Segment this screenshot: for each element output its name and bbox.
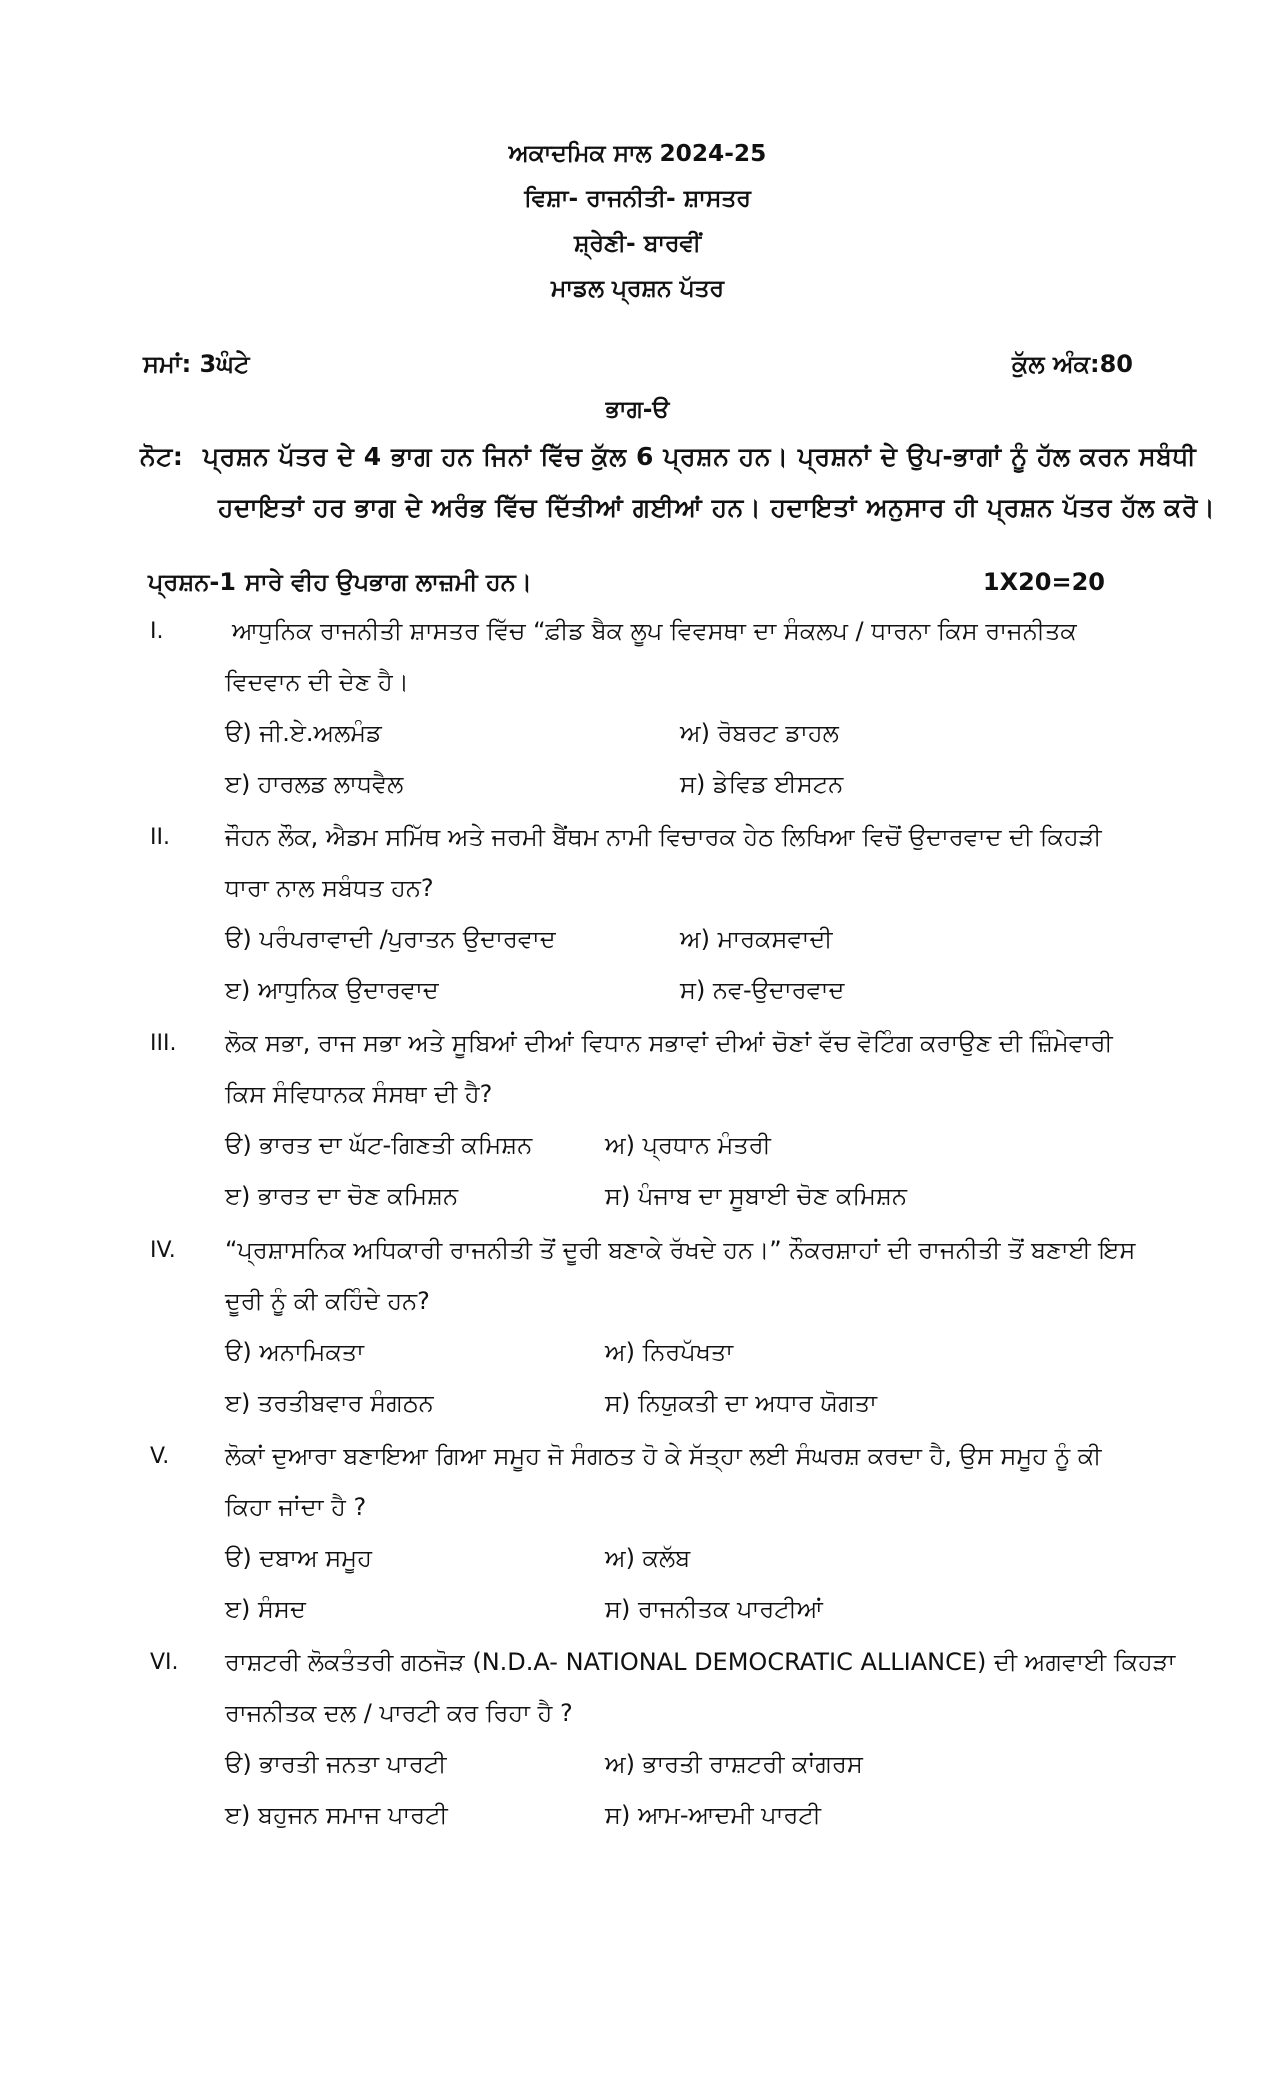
option-c: ੲ) ਭਾਰਤ ਦਾ ਚੋਣ ਕਮਿਸ਼ਨ xyxy=(225,1182,459,1210)
option-b: ਅ) ਭਾਰਤੀ ਰਾਸ਼ਟਰੀ ਕਾਂਗਰਸ xyxy=(605,1750,863,1778)
subquestion-number: II. xyxy=(150,825,170,850)
subject-title: ਵਿਸ਼ਾ- ਰਾਜਨੀਤੀ- ਸ਼ਾਸਤਰ xyxy=(524,185,751,212)
option-c: ੲ) ਹਾਰਲਡ ਲਾਧਵੈਲ xyxy=(225,770,404,798)
subquestion-text-line-1: ਲੋਕਾਂ ਦੁਆਰਾ ਬਣਾਇਆ ਗਿਆ ਸਮੂਹ ਜੋ ਸੰਗਠਤ ਹੋ ਕੇ ਸੱਤ੍ਹਾ ਲਈ ਸੰਘਰਸ਼ ਕਰਦਾ ਹੈ, ਉਸ ਸਮੂਹ ਨੂੰ ਕੀ xyxy=(225,1442,1102,1470)
option-c: ੲ) ਤਰਤੀਬਵਾਰ ਸੰਗਠਨ xyxy=(225,1389,434,1417)
subquestion-number: VI. xyxy=(150,1650,179,1675)
question-1-instruction: ਸਾਰੇ ਵੀਹ ਉਪਭਾਗ ਲਾਜ਼ਮੀ ਹਨ। xyxy=(245,568,532,596)
subquestion-text-line-1: ਆਧੁਨਿਕ ਰਾਜਨੀਤੀ ਸ਼ਾਸਤਰ ਵਿੱਚ “ਫ਼ੀਡ ਬੈਕ ਲੂਪ ਵਿਵਸਥਾ ਦਾ ਸੰਕਲਪ / ਧਾਰਨਾ ਕਿਸ ਰਾਜਨੀਤਕ xyxy=(232,617,1077,645)
option-d: ਸ) ਰਾਜਨੀਤਕ ਪਾਰਟੀਆਂ xyxy=(605,1595,823,1623)
option-b: ਅ) ਮਾਰਕਸਵਾਦੀ xyxy=(680,925,833,953)
option-d: ਸ) ਆਮ-ਆਦਮੀ ਪਾਰਟੀ xyxy=(605,1801,822,1829)
note-line-1: ਪ੍ਰਸ਼ਨ ਪੱਤਰ ਦੇ 4 ਭਾਗ ਹਨ ਜਿਨਾਂ ਵਿੱਚ ਕੁੱਲ 6 ਪ੍ਰਸ਼ਨ ਹਨ। ਪ੍ਰਸ਼ਨਾਂ ਦੇ ਉਪ-ਭਾਗਾਂ ਨੂੰ ਹੱਲ ਕਰਨ ਸਬੰਧੀ xyxy=(203,442,1197,471)
subquestion-text-line-2: ਵਿਦਵਾਨ ਦੀ ਦੇਣ ਹੈ। xyxy=(225,668,409,696)
question-1-label: ਪ੍ਰਸ਼ਨ-1 xyxy=(148,568,237,596)
option-a: ੳ) ਪਰੰਪਰਾਵਾਦੀ /ਪੁਰਾਤਨ ਉਦਾਰਵਾਦ xyxy=(225,925,556,953)
option-b: ਅ) ਰੋਬਰਟ ਡਾਹਲ xyxy=(680,719,839,747)
subquestion-number: V. xyxy=(150,1444,170,1469)
option-d: ਸ) ਪੰਜਾਬ ਦਾ ਸੂਬਾਈ ਚੋਣ ਕਮਿਸ਼ਨ xyxy=(605,1182,908,1210)
subquestion-text-line-2: ਦੂਰੀ ਨੂੰ ਕੀ ਕਹਿੰਦੇ ਹਨ? xyxy=(225,1287,430,1315)
option-b: ਅ) ਨਿਰਪੱਖਤਾ xyxy=(605,1338,734,1366)
option-b: ਅ) ਪ੍ਰਧਾਨ ਮੰਤਰੀ xyxy=(605,1131,771,1159)
section-title: ਭਾਗ-ੳ xyxy=(605,396,670,423)
paper-title: ਮਾਡਲ ਪ੍ਰਸ਼ਨ ਪੱਤਰ xyxy=(551,275,724,302)
academic-year: ਅਕਾਦਮਿਕ ਸਾਲ 2024-25 xyxy=(508,140,767,167)
subquestion-text-line-2: ਕਿਹਾ ਜਾਂਦਾ ਹੈ ? xyxy=(225,1493,367,1521)
option-b: ਅ) ਕਲੱਬ xyxy=(605,1544,691,1572)
option-a: ੳ) ਦਬਾਅ ਸਮੂਹ xyxy=(225,1544,372,1572)
subquestion-text-line-2: ਧਾਰਾ ਨਾਲ ਸਬੰਧਤ ਹਨ? xyxy=(225,874,434,902)
subquestion-number: IV. xyxy=(150,1238,176,1263)
subquestion-text-line-1: ਲੋਕ ਸਭਾ, ਰਾਜ ਸਭਾ ਅਤੇ ਸੂਬਿਆਂ ਦੀਆਂ ਵਿਧਾਨ ਸਭਾਵਾਂ ਦੀਆਂ ਚੋਣਾਂ ਵੱਚ ਵੋਟਿੰਗ ਕਰਾਉਣ ਦੀ ਜ਼ਿੰਮੇਵਾਰੀ xyxy=(225,1029,1113,1057)
subquestion-number: I. xyxy=(150,619,164,644)
option-d: ਸ) ਨਵ-ਉਦਾਰਵਾਦ xyxy=(680,976,845,1004)
time-allowed: ਸਮਾਂ: 3ਘੰਟੇ xyxy=(143,350,250,378)
subquestion-number: III. xyxy=(150,1031,177,1056)
question-1-marks: 1X20=20 xyxy=(982,568,1105,596)
option-d: ਸ) ਡੇਵਿਡ ਈਸਟਨ xyxy=(680,770,844,798)
option-c: ੲ) ਸੰਸਦ xyxy=(225,1595,306,1623)
class-title: ਸ਼੍ਰੇਣੀ- ਬਾਰਵੀਂ xyxy=(573,230,702,257)
subquestion-text-line-2: ਰਾਜਨੀਤਕ ਦਲ / ਪਾਰਟੀ ਕਰ ਰਿਹਾ ਹੈ ? xyxy=(225,1699,573,1727)
option-a: ੳ) ਅਨਾਮਿਕਤਾ xyxy=(225,1338,365,1366)
option-a: ੳ) ਜੀ.ਏ.ਅਲਮੰਡ xyxy=(225,719,382,747)
option-a: ੳ) ਭਾਰਤੀ ਜਨਤਾ ਪਾਰਟੀ xyxy=(225,1750,447,1778)
option-a: ੳ) ਭਾਰਤ ਦਾ ਘੱਟ-ਗਿਣਤੀ ਕਮਿਸ਼ਨ xyxy=(225,1131,533,1159)
subquestion-text-line-1: “ਪ੍ਰਸ਼ਾਸਨਿਕ ਅਧਿਕਾਰੀ ਰਾਜਨੀਤੀ ਤੋਂ ਦੂਰੀ ਬਣਾਕੇ ਰੱਖਦੇ ਹਨ।” ਨੌਕਰਸ਼ਾਹਾਂ ਦੀ ਰਾਜਨੀਤੀ ਤੋਂ ਬਣਾਈ ਇਸ xyxy=(225,1236,1136,1264)
subquestion-text-line-2: ਕਿਸ ਸੰਵਿਧਾਨਕ ਸੰਸਥਾ ਦੀ ਹੈ? xyxy=(225,1080,493,1108)
note-line-2: ਹਦਾਇਤਾਂ ਹਰ ਭਾਗ ਦੇ ਅਰੰਭ ਵਿੱਚ ਦਿੱਤੀਆਂ ਗਈਆਂ ਹਨ। ਹਦਾਇਤਾਂ ਅਨੁਸਾਰ ਹੀ ਪ੍ਰਸ਼ਨ ਪੱਤਰ ਹੱਲ ਕਰੋ। xyxy=(218,493,1216,522)
note-label: ਨੋਟ: xyxy=(140,442,184,471)
option-d: ਸ) ਨਿਯੁਕਤੀ ਦਾ ਅਧਾਰ ਯੋਗਤਾ xyxy=(605,1389,877,1417)
subquestion-text-line-1: ਰਾਸ਼ਟਰੀ ਲੋਕਤੰਤਰੀ ਗਠਜੋੜ (N.D.A- NATIONAL DEMOCRATIC ALLIANCE) ਦੀ ਅਗਵਾਈ ਕਿਹੜਾ xyxy=(225,1648,1176,1676)
option-c: ੲ) ਬਹੁਜਨ ਸਮਾਜ ਪਾਰਟੀ xyxy=(225,1801,448,1829)
total-marks: ਕੁੱਲ ਅੰਕ:80 xyxy=(1012,350,1133,378)
subquestion-text-line-1: ਜੌਹਨ ਲੌਕ, ਐਡਮ ਸਮਿੱਥ ਅਤੇ ਜਰਮੀ ਬੈਂਥਮ ਨਾਮੀ ਵਿਚਾਰਕ ਹੇਠ ਲਿਖਿਆ ਵਿਚੋਂ ਉਦਾਰਵਾਦ ਦੀ ਕਿਹੜੀ xyxy=(225,823,1102,851)
option-c: ੲ) ਆਧੁਨਿਕ ਉਦਾਰਵਾਦ xyxy=(225,976,439,1004)
